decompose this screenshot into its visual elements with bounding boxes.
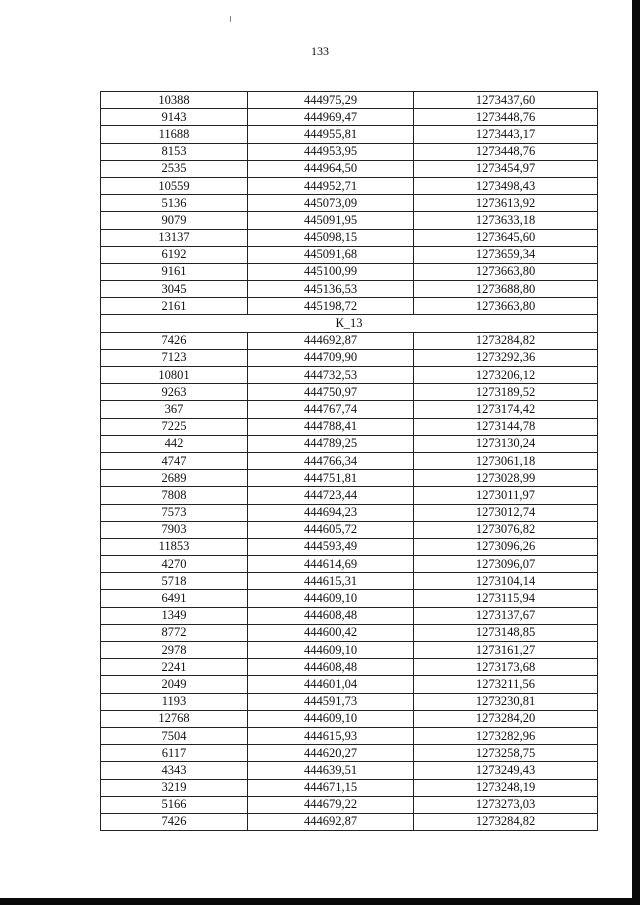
point-number-cell: 7903 [101, 521, 248, 538]
x-coordinate-cell: 444955,81 [248, 126, 414, 143]
scan-border-bottom [0, 898, 640, 905]
y-coordinate-cell: 1273273,03 [414, 796, 598, 813]
table-row [101, 762, 598, 779]
x-coordinate-cell: 444593,49 [248, 538, 414, 555]
x-coordinate-cell: 444766,34 [248, 452, 414, 469]
y-coordinate-cell: 1273613,92 [414, 195, 598, 212]
y-coordinate-cell: 1273284,20 [414, 710, 598, 727]
section-heading-group [101, 315, 598, 332]
scan-tick-mark [230, 16, 231, 22]
y-coordinate-cell: 1273498,43 [414, 177, 598, 194]
table-row [101, 487, 598, 504]
y-coordinate-cell: 1273284,82 [414, 813, 598, 830]
point-number-cell: 7808 [101, 487, 248, 504]
x-coordinate-cell: 444600,42 [248, 624, 414, 641]
point-number-cell: 2689 [101, 470, 248, 487]
table-row [101, 177, 598, 194]
y-coordinate-cell: 1273248,19 [414, 779, 598, 796]
point-number-cell: 6117 [101, 745, 248, 762]
table-row [101, 590, 598, 607]
x-coordinate-cell: 444615,93 [248, 727, 414, 744]
point-number-cell: 9079 [101, 212, 248, 229]
point-number-cell: 7426 [101, 813, 248, 830]
table-row [101, 745, 598, 762]
table-row [101, 813, 598, 830]
x-coordinate-cell: 445100,99 [248, 263, 414, 280]
y-coordinate-cell: 1273189,52 [414, 384, 598, 401]
point-number-cell: 13137 [101, 229, 248, 246]
y-coordinate-cell: 1273437,60 [414, 92, 598, 109]
x-coordinate-cell: 444692,87 [248, 813, 414, 830]
table-row [101, 435, 598, 452]
point-number-cell: 8153 [101, 143, 248, 160]
table-row [101, 710, 598, 727]
y-coordinate-cell: 1273663,80 [414, 263, 598, 280]
point-number-cell: 1349 [101, 607, 248, 624]
x-coordinate-cell: 444750,97 [248, 384, 414, 401]
y-coordinate-cell: 1273249,43 [414, 762, 598, 779]
table-row [101, 573, 598, 590]
y-coordinate-cell: 1273174,42 [414, 401, 598, 418]
table-row [101, 659, 598, 676]
point-number-cell: 8772 [101, 624, 248, 641]
x-coordinate-cell: 444601,04 [248, 676, 414, 693]
table-row [101, 779, 598, 796]
x-coordinate-cell: 444620,27 [248, 745, 414, 762]
table-row [101, 624, 598, 641]
y-coordinate-cell: 1273130,24 [414, 435, 598, 452]
y-coordinate-cell: 1273454,97 [414, 160, 598, 177]
table-row [101, 470, 598, 487]
table-row [101, 109, 598, 126]
coordinates-group-1 [101, 92, 598, 315]
point-number-cell: 12768 [101, 710, 248, 727]
y-coordinate-cell: 1273161,27 [414, 642, 598, 659]
point-number-cell: 4343 [101, 762, 248, 779]
point-number-cell: 4747 [101, 452, 248, 469]
table-row [101, 212, 598, 229]
table-row [101, 195, 598, 212]
table-row [101, 246, 598, 263]
x-coordinate-cell: 444608,48 [248, 607, 414, 624]
point-number-cell: 2161 [101, 298, 248, 315]
x-coordinate-cell: 444953,95 [248, 143, 414, 160]
y-coordinate-cell: 1273028,99 [414, 470, 598, 487]
table-row [101, 401, 598, 418]
table-row [101, 693, 598, 710]
table-row [101, 281, 598, 298]
x-coordinate-cell: 445091,95 [248, 212, 414, 229]
point-number-cell: 11688 [101, 126, 248, 143]
point-number-cell: 10559 [101, 177, 248, 194]
section-heading-row [101, 315, 598, 332]
y-coordinate-cell: 1273206,12 [414, 367, 598, 384]
point-number-cell: 2978 [101, 642, 248, 659]
y-coordinate-cell: 1273115,94 [414, 590, 598, 607]
y-coordinate-cell: 1273061,18 [414, 452, 598, 469]
table-row [101, 332, 598, 349]
table-row [101, 349, 598, 366]
table-row [101, 556, 598, 573]
x-coordinate-cell: 444969,47 [248, 109, 414, 126]
table-row [101, 642, 598, 659]
table-row [101, 92, 598, 109]
table-row [101, 607, 598, 624]
x-coordinate-cell: 444609,10 [248, 590, 414, 607]
y-coordinate-cell: 1273148,85 [414, 624, 598, 641]
x-coordinate-cell: 444605,72 [248, 521, 414, 538]
x-coordinate-cell: 444591,73 [248, 693, 414, 710]
point-number-cell: 3045 [101, 281, 248, 298]
x-coordinate-cell: 445073,09 [248, 195, 414, 212]
coordinates-table [100, 91, 598, 831]
y-coordinate-cell: 1273688,80 [414, 281, 598, 298]
y-coordinate-cell: 1273443,17 [414, 126, 598, 143]
point-number-cell: 6192 [101, 246, 248, 263]
y-coordinate-cell: 1273448,76 [414, 109, 598, 126]
table-row [101, 676, 598, 693]
table-row [101, 796, 598, 813]
y-coordinate-cell: 1273104,14 [414, 573, 598, 590]
point-number-cell: 9143 [101, 109, 248, 126]
y-coordinate-cell: 1273258,75 [414, 745, 598, 762]
table-row [101, 418, 598, 435]
table-row [101, 504, 598, 521]
y-coordinate-cell: 1273663,80 [414, 298, 598, 315]
x-coordinate-cell: 445091,68 [248, 246, 414, 263]
x-coordinate-cell: 444679,22 [248, 796, 414, 813]
point-number-cell: 9161 [101, 263, 248, 280]
y-coordinate-cell: 1273096,26 [414, 538, 598, 555]
table-row [101, 521, 598, 538]
y-coordinate-cell: 1273633,18 [414, 212, 598, 229]
y-coordinate-cell: 1273173,68 [414, 659, 598, 676]
point-number-cell: 10388 [101, 92, 248, 109]
x-coordinate-cell: 444767,74 [248, 401, 414, 418]
coordinates-group-2 [101, 332, 598, 830]
x-coordinate-cell: 444671,15 [248, 779, 414, 796]
point-number-cell: 7123 [101, 349, 248, 366]
table-row [101, 452, 598, 469]
point-number-cell: 367 [101, 401, 248, 418]
x-coordinate-cell: 444609,10 [248, 642, 414, 659]
y-coordinate-cell: 1273012,74 [414, 504, 598, 521]
table-row [101, 538, 598, 555]
y-coordinate-cell: 1273137,67 [414, 607, 598, 624]
point-number-cell: 6491 [101, 590, 248, 607]
y-coordinate-cell: 1273292,36 [414, 349, 598, 366]
table-row [101, 367, 598, 384]
x-coordinate-cell: 444608,48 [248, 659, 414, 676]
table-row [101, 384, 598, 401]
x-coordinate-cell: 444732,53 [248, 367, 414, 384]
table-row [101, 229, 598, 246]
x-coordinate-cell: 444614,69 [248, 556, 414, 573]
point-number-cell: 1193 [101, 693, 248, 710]
point-number-cell: 7426 [101, 332, 248, 349]
point-number-cell: 7573 [101, 504, 248, 521]
x-coordinate-cell: 444789,25 [248, 435, 414, 452]
y-coordinate-cell: 1273284,82 [414, 332, 598, 349]
point-number-cell: 2535 [101, 160, 248, 177]
x-coordinate-cell: 444975,29 [248, 92, 414, 109]
x-coordinate-cell: 445198,72 [248, 298, 414, 315]
x-coordinate-cell: 444609,10 [248, 710, 414, 727]
y-coordinate-cell: 1273448,76 [414, 143, 598, 160]
point-number-cell: 5166 [101, 796, 248, 813]
y-coordinate-cell: 1273645,60 [414, 229, 598, 246]
y-coordinate-cell: 1273230,81 [414, 693, 598, 710]
point-number-cell: 9263 [101, 384, 248, 401]
table-row [101, 727, 598, 744]
y-coordinate-cell: 1273211,56 [414, 676, 598, 693]
x-coordinate-cell: 445136,53 [248, 281, 414, 298]
point-number-cell: 2049 [101, 676, 248, 693]
x-coordinate-cell: 444751,81 [248, 470, 414, 487]
table-row [101, 298, 598, 315]
table-row [101, 143, 598, 160]
point-number-cell: 11853 [101, 538, 248, 555]
x-coordinate-cell: 444952,71 [248, 177, 414, 194]
y-coordinate-cell: 1273659,34 [414, 246, 598, 263]
point-number-cell: 4270 [101, 556, 248, 573]
point-number-cell: 7504 [101, 727, 248, 744]
scan-border-right [632, 0, 640, 905]
y-coordinate-cell: 1273096,07 [414, 556, 598, 573]
point-number-cell: 442 [101, 435, 248, 452]
point-number-cell: 5136 [101, 195, 248, 212]
x-coordinate-cell: 444692,87 [248, 332, 414, 349]
table-row [101, 263, 598, 280]
point-number-cell: 2241 [101, 659, 248, 676]
y-coordinate-cell: 1273076,82 [414, 521, 598, 538]
page-number: 133 [311, 44, 329, 58]
x-coordinate-cell: 444964,50 [248, 160, 414, 177]
y-coordinate-cell: 1273144,78 [414, 418, 598, 435]
point-number-cell: 5718 [101, 573, 248, 590]
point-number-cell: 7225 [101, 418, 248, 435]
table-row [101, 160, 598, 177]
y-coordinate-cell: 1273011,97 [414, 487, 598, 504]
x-coordinate-cell: 444709,90 [248, 349, 414, 366]
x-coordinate-cell: 445098,15 [248, 229, 414, 246]
x-coordinate-cell: 444723,44 [248, 487, 414, 504]
section-heading: К_13 [101, 315, 598, 332]
x-coordinate-cell: 444694,23 [248, 504, 414, 521]
point-number-cell: 3219 [101, 779, 248, 796]
point-number-cell: 10801 [101, 367, 248, 384]
x-coordinate-cell: 444615,31 [248, 573, 414, 590]
y-coordinate-cell: 1273282,96 [414, 727, 598, 744]
table-row [101, 126, 598, 143]
x-coordinate-cell: 444639,51 [248, 762, 414, 779]
x-coordinate-cell: 444788,41 [248, 418, 414, 435]
